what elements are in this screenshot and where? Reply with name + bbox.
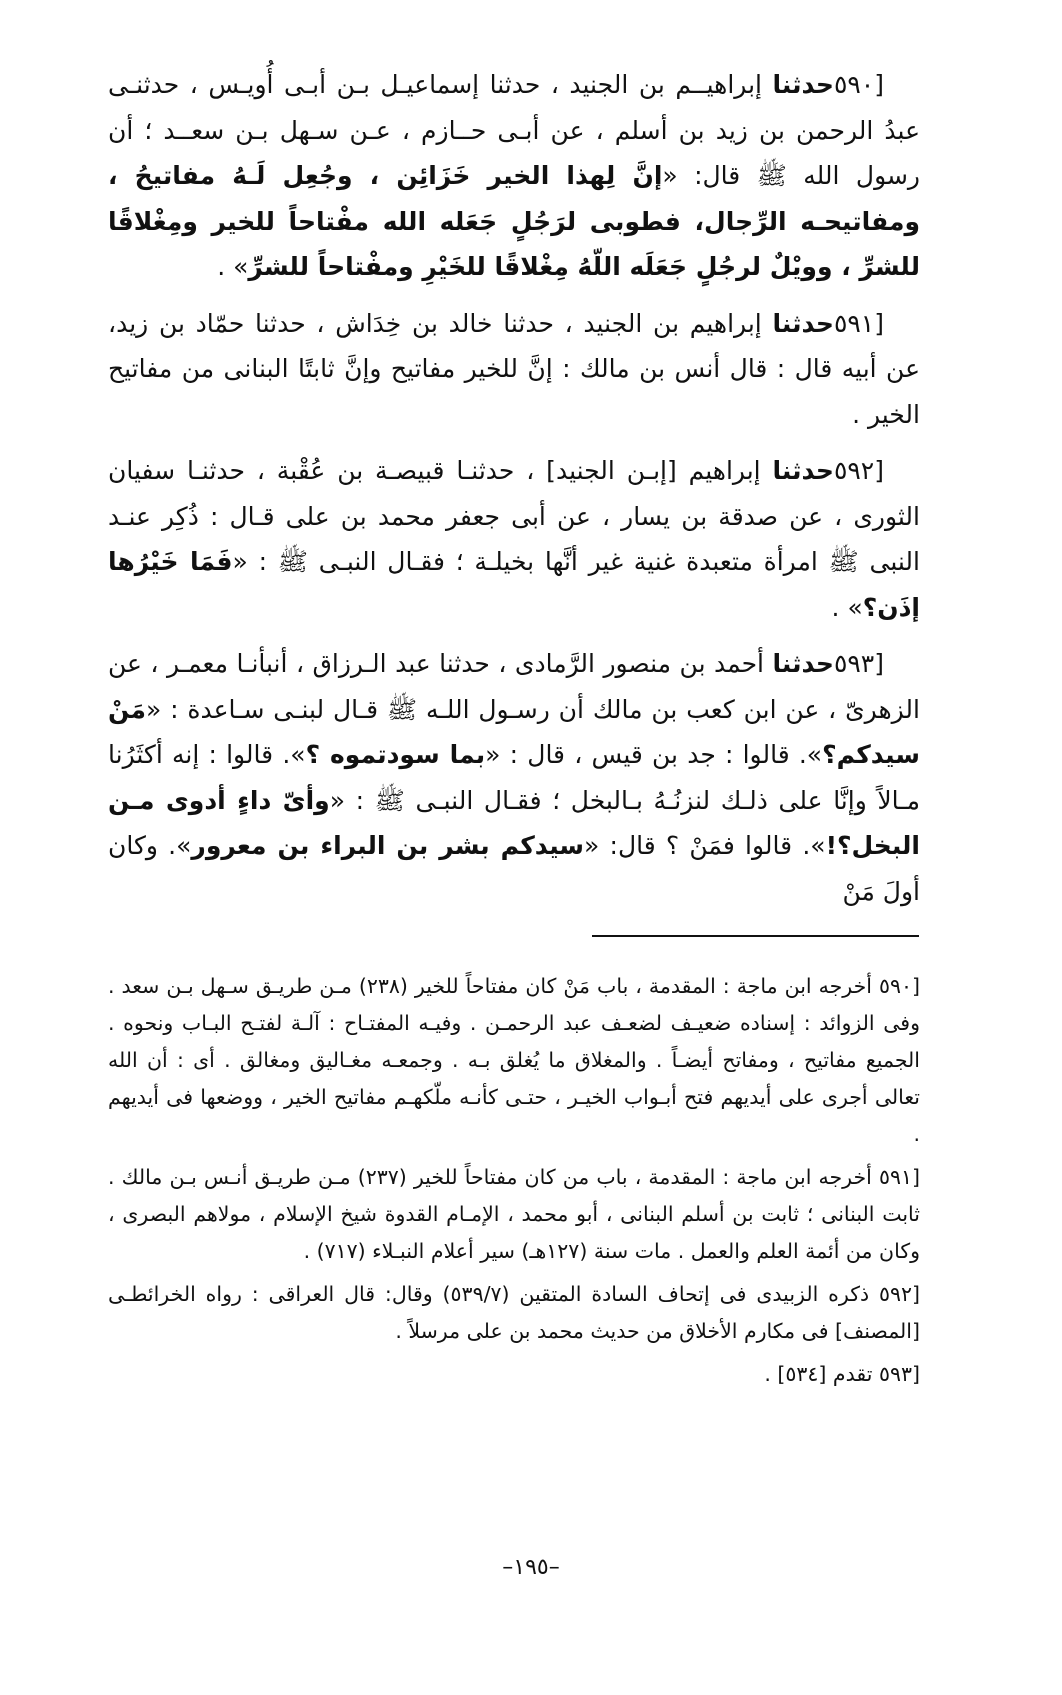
hadith-quote: مَنْ سيدكم؟ [108,694,920,769]
hadith-quote: إنَّ لِهذا الخير خَزَائِن ، وجُعِل لَـهُ مفاتيحُ ، ومفاتيحـه الرِّجال، فطوبى لرَجُلٍ جَعَله الله مفْتاحاً للخير ومِغْلاقًا للشرِّ ، وويْلٌ لرجُلٍ جَعَلَه اللّهُ مِغْلاقًا للخَيْرِ ومفْتاحاً للشرِّ [108,161,920,281]
hadith-quote: فَمَا خَيْرُها إذَن؟ [108,547,920,622]
hadith-segment: إبراهيم [إبـن الجنيد] ، حدثنـا قبيصـة بن عُقْبة ، حدثنـا سفيان الثورى ، عن صدقة بن يسار ، عن أبى جعفر محمد بن على قـال : ذُكِر عنـد النبى ﷺ امرأة متعبدة غنية غير أنَّها بخيلـة ؛ فقـال النبـى ﷺ : « [108,456,920,576]
footnote-592 [108,1276,920,1350]
footnote-number: [٥٩٠ [878,974,920,998]
page-number: –١٩٥– [502,1555,560,1580]
hadith-list [108,62,920,914]
hadith-segment: حدثنا [772,649,834,678]
footnote-number: [٥٩٣ [878,1362,920,1386]
hadith-segment: حدثنا [772,456,834,485]
footnote-text: أخرجه ابن ماجة : المقدمة ، باب مَنْ كان مفتاحاً للخير (٢٣٨) مـن طريـق سـهل بـن سعد . وفى الزوائد : إسناده ضعيـف لضعـف عبد الرحمـن . وفيـه المفتـاح : آلـة لفتـح البـاب ونحوه . الجميع مفاتيح ، ومفاتح أيضـاً . والمغلاق ما يُغلق بـه . وجمعـه مغـاليق ومغالق . أى : أن الله تعالى أجرى على أيديهم فتح أبـواب الخيـر ، حتـى كأنـه ملّكهـم مفاتيح الخير ، ووضعها فى أيديهم . [108,974,920,1146]
hadith-segment: » . [217,252,249,281]
footnotes [108,968,920,1399]
hadith-number: [٥٩٠ [833,70,884,99]
hadith-591 [108,301,920,438]
hadith-segment: حدثنا [772,308,834,338]
footnote-number: [٥٩١ [878,1165,920,1189]
hadith-593 [108,641,920,914]
hadith-segment: ». وكان أولَ مَنْ [108,831,920,906]
footnote-590 [108,968,920,1153]
footnote-text: ذكره الزبيدى فى إتحاف السادة المتقين (٥٣٩/٧) وقال: قال العراقى : رواه الخرائطـى [المصنف] فى مكارم الأخلاق من حديث محمد بن على مرسلاً . [108,1282,920,1343]
hadith-segment: ». قالوا : إنه أكثَرُنا مـالاً وإنَّا على ذلـك لنزنُـهُ بـالبخل ؛ فقـال النبـى ﷺ : « [108,740,920,815]
hadith-number: [٥٩١ [833,308,884,338]
footnote-text: تقدم [٥٣٤] . [764,1362,879,1386]
footnote-separator [592,935,919,937]
hadith-quote: وأىّ داءٍ أدوى مـن البخل؟! [108,785,920,860]
footnote-593 [108,1356,920,1393]
hadith-number: [٥٩٢ [833,456,884,485]
hadith-segment: ». قالوا فمَنْ ؟ قال: « [584,831,826,860]
footnote-text: أخرجه ابن ماجة : المقدمة ، باب من كان مفتاحاً للخير (٢٣٧) مـن طريـق أنـس بـن مالك . ثابت البنانى ؛ ثابت بن أسلم البنانى ، أبو محمد ، الإمـام القدوة شيخ الإسلام ، مولاهم البصرى ، وكان من أئمة العلم والعمل . مات سنة (١٢٧هـ) سير أعلام النبـلاء (٧١٧) . [108,1165,920,1263]
main-text-block [108,62,920,925]
hadith-quote: سيدكم بشر بن البراء بن معرور [191,831,584,860]
hadith-592 [108,448,920,630]
hadith-number: [٥٩٣ [833,649,884,678]
hadith-segment: أحمد بن منصور الرَّمادى ، حدثنا عبد الـرزاق ، أنبأنـا معمـر ، عن الزهرىّ ، عن ابن كعب بن مالك أن رسـول اللـه ﷺ قـال لبنـى سـاعدة : « [108,649,920,724]
hadith-590 [108,62,920,290]
footnote-number: [٥٩٢ [878,1282,920,1306]
footnote-591 [108,1159,920,1270]
hadith-segment: إبراهيــم بن الجنيد ، حدثنا إسماعيـل بـن أبـى أُويـس ، حدثنـى عبدُ الرحمن بن زيد بن أسلم ، عن أبـى حــازم ، عـن سـهل بـن سعــد ؛ أن رسول الله ﷺ قال: « [108,70,920,190]
hadith-segment: حدثنا [772,70,834,99]
hadith-segment: » . [831,592,863,622]
hadith-segment: ». قالوا : جد بن قيس ، قال : « [485,740,823,769]
hadith-segment: إبراهيم بن الجنيد ، حدثنا خالد بن خِدَاش ، حدثنا حمّاد بن زيد، عن أبيه قال : قال أنس بن مالك : إنَّ للخير مفاتيح وإنَّ ثابتًا البنانى من مفاتيح الخير . [108,308,920,429]
hadith-quote: بما سودتموه ؟ [305,740,486,769]
